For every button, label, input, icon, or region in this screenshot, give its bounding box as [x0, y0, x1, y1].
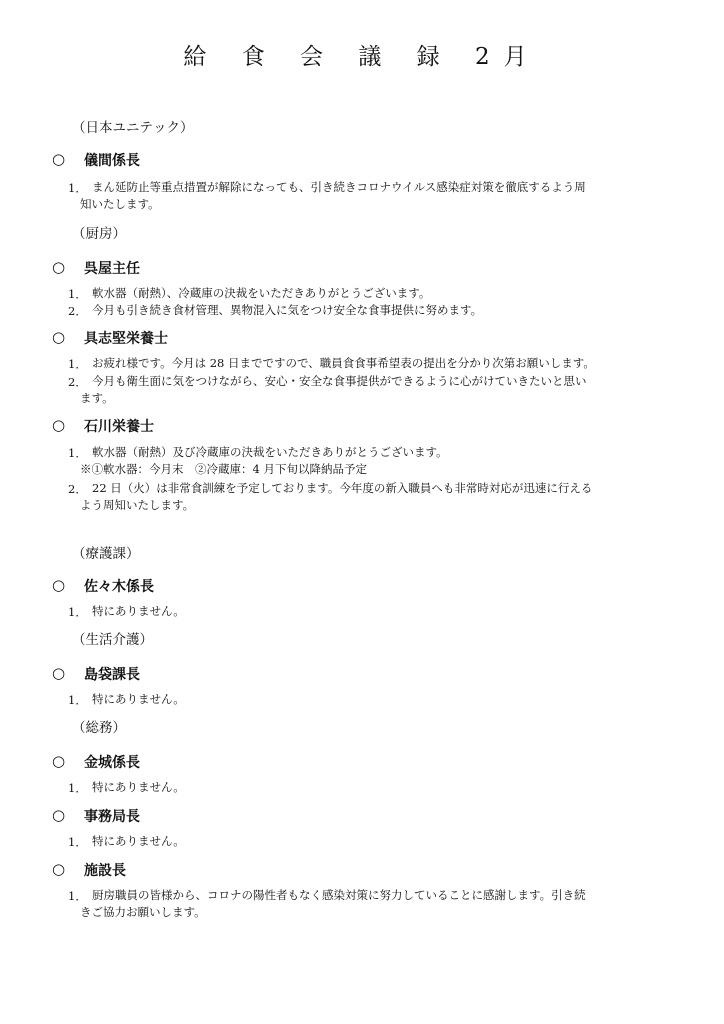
item-text: 厨房職員の皆様から、コロナの陽性者もなく感染対策に努力していることに感謝します。引き続: [92, 888, 586, 902]
person-heading: 施設長: [84, 863, 126, 879]
item-text: 今月も衛生面に気をつけながら、安心・安全な食事提供ができるように心がけていきたいと思い: [92, 374, 587, 388]
item-number: 1．: [68, 605, 87, 619]
person-heading: 呉屋主任: [84, 261, 140, 277]
item-number: 1．: [68, 693, 87, 707]
item-number: 1．: [68, 181, 87, 195]
person-heading: 石川栄養士: [84, 419, 154, 435]
item-text: 特にありません。: [92, 692, 185, 706]
page-title: 給 食 会 議 録 2月: [183, 44, 541, 70]
bullet-marker: ○: [52, 806, 66, 824]
item-number: 2．: [68, 482, 87, 496]
item-number: 1．: [68, 781, 87, 795]
item-number: 1．: [68, 357, 87, 371]
item-text: 特にありません。: [92, 834, 185, 848]
person-heading: 事務局長: [84, 809, 140, 825]
item-number: 2．: [68, 375, 87, 389]
bullet-marker: ○: [52, 752, 66, 770]
group-heading: （生活介護）: [72, 632, 153, 648]
item-text: ます。: [80, 391, 114, 405]
bullet-marker: ○: [52, 416, 66, 434]
person-heading: 佐々木係長: [84, 579, 154, 595]
group-heading: （厨房）: [72, 226, 126, 242]
item-number: 2．: [68, 304, 87, 318]
item-text: きご協力お願いします。: [80, 905, 206, 919]
item-text: 軟水器（耐熱）及び冷蔵庫の決裁をいただきありがとうございます。: [92, 445, 448, 459]
item-number: 1．: [68, 446, 87, 460]
group-heading: （総務）: [72, 720, 126, 736]
item-number: 1．: [68, 835, 87, 849]
bullet-marker: ○: [52, 664, 66, 682]
item-text: 22 日（火）は非常食訓練を予定しております。今年度の新入職員へも非常時対応が迅速に行える: [92, 481, 593, 495]
item-note: ※①軟水器：今月末 ②冷蔵庫：4 月下旬以降納品予定: [80, 462, 367, 476]
group-heading: （療護課）: [72, 546, 140, 562]
bullet-marker: ○: [52, 258, 66, 276]
item-number: 1．: [68, 287, 87, 301]
bullet-marker: ○: [52, 576, 66, 594]
person-heading: 儀間係長: [84, 153, 140, 169]
item-text: 特にありません。: [92, 780, 185, 794]
bullet-marker: ○: [52, 328, 66, 346]
bullet-marker: ○: [52, 860, 66, 878]
item-text: 今月も引き続き食材管理、異物混入に気をつけ安全な食事提供に努めます。: [92, 303, 483, 317]
item-text: お疲れ様です。今月は 28 日までですので、職員食食事希望表の提出を分かり次第お願いします。: [92, 356, 595, 370]
group-heading: （日本ユニテック）: [72, 120, 194, 136]
item-number: 1．: [68, 889, 87, 903]
person-heading: 島袋課長: [84, 667, 140, 683]
item-text: まん延防止等重点措置が解除になっても、引き続きコロナウイルス感染症対策を徹底するよう周: [92, 180, 586, 194]
bullet-marker: ○: [52, 150, 66, 168]
person-heading: 金城係長: [84, 755, 140, 771]
item-text: 軟水器（耐熱）、冷蔵庫の決裁をいただきありがとうございます。: [92, 286, 431, 300]
item-text: 知いたします。: [80, 197, 160, 211]
item-text: 特にありません。: [92, 604, 185, 618]
person-heading: 具志堅栄養士: [84, 331, 168, 347]
item-text: よう周知いたします。: [80, 498, 195, 512]
